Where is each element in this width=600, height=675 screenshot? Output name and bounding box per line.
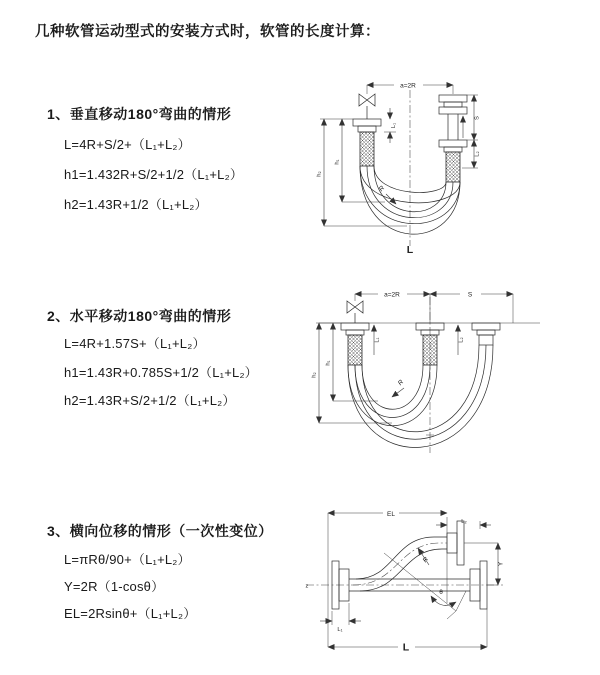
section-3-formula-el: EL=2Rsinθ+（L₁+L₂） [64, 606, 197, 621]
section-3-formula-y: Y=2R（1-cosθ） [64, 579, 165, 594]
dim-l2 [462, 116, 481, 168]
svg-text:R: R [421, 555, 431, 565]
dim-l2 [458, 325, 465, 355]
hose-arcs [348, 345, 493, 447]
section-1-formula-h2: h2=1.43R+1/2（L₁+L₂） [64, 197, 208, 212]
left-flange [353, 119, 381, 166]
dim-label-l1: L₁ [391, 122, 397, 129]
dim-l [328, 609, 487, 654]
section-3-formula-l: L=πRθ/90+（L₁+L₂） [64, 552, 191, 567]
svg-text:EL: EL [387, 511, 395, 518]
valve-icon [359, 94, 375, 119]
dim-l1 [384, 108, 397, 143]
diagram-horizontal-180-bend [308, 283, 548, 461]
section-2-formula-l: L=4R+1.57S+（L₁+L₂） [64, 336, 206, 351]
section-2-formula-h1: h1=1.43R+0.785S+1/2（L₁+L₂） [64, 365, 258, 380]
dim-label-l2: L₂ [474, 151, 481, 157]
svg-text:L: L [402, 641, 410, 654]
svg-text:L₁: L₁ [337, 627, 343, 633]
section-1-formula-h1: h1=1.432R+S/2+1/2（L₁+L₂） [64, 167, 244, 182]
svg-text:h₁: h₁ [325, 360, 332, 366]
z-break-mark: z [305, 583, 309, 590]
page-title: 几种软管运动型式的安装方式时，软管的长度计算： [35, 24, 380, 40]
right-flange [439, 95, 467, 182]
dim-h1 [320, 119, 385, 202]
diagram-lateral-displacement [298, 495, 600, 663]
section-1-formula-l: L=4R+S/2+（L₁+L₂） [64, 137, 191, 152]
dim-l2 [436, 519, 491, 529]
svg-text:L₂: L₂ [461, 519, 467, 525]
dim-s [430, 292, 513, 299]
section-3-heading: 3、横向位移的情形（一次性变位） [47, 523, 273, 539]
dim-a-2r [355, 292, 513, 324]
svg-text:h₂: h₂ [311, 372, 318, 378]
dim-l1 [374, 325, 381, 355]
dim-label-s: S [467, 291, 473, 299]
hose-s-curve [353, 537, 447, 591]
valve-icon [347, 301, 363, 323]
dim-s [467, 95, 481, 140]
svg-text:θ: θ [439, 589, 443, 596]
dim-label-h1: h₁ [334, 159, 341, 165]
length-label: L [406, 244, 414, 256]
svg-text:R: R [396, 378, 406, 388]
radius-label [392, 379, 405, 397]
centerline [306, 584, 503, 590]
dim-label-a2r: a=2R [384, 291, 400, 299]
section-1-heading: 1、垂直移动180°弯曲的情形 [47, 106, 232, 122]
dim-label-h2: h₂ [316, 171, 323, 177]
right-flange [472, 323, 500, 345]
dim-l1 [320, 603, 361, 633]
diagram-vertical-180-bend [310, 74, 500, 256]
svg-text:Y: Y [497, 561, 505, 567]
section-2-formula-h2: h2=1.43R+S/2+1/2（L₁+L₂） [64, 393, 236, 408]
section-2-heading: 2、水平移动180°弯曲的情形 [47, 308, 232, 324]
svg-text:L₁: L₁ [374, 337, 381, 343]
dim-label-a2r: a=2R [400, 82, 416, 90]
svg-text:L₂: L₂ [458, 337, 465, 343]
left-flange [341, 323, 369, 365]
radius-label [418, 548, 430, 565]
svg-text:R: R [377, 184, 387, 194]
dim-label-s: S [474, 116, 481, 120]
